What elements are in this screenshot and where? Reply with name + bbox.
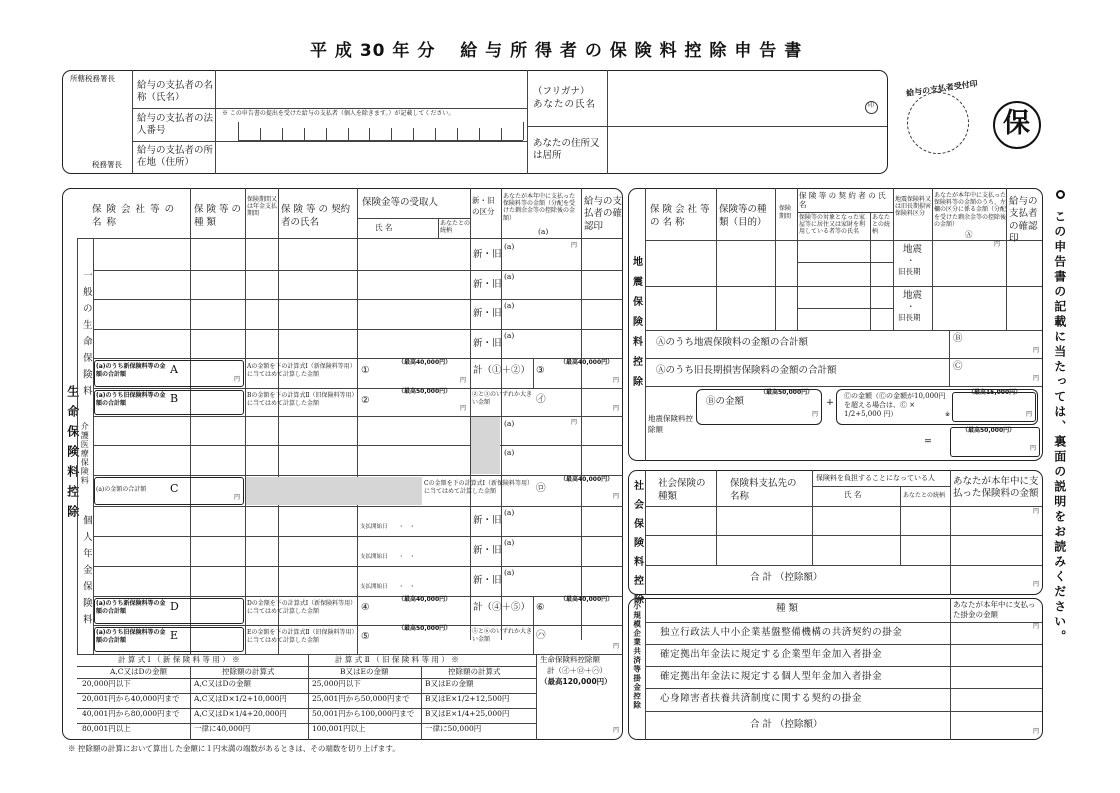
- payer-address-label: 給与の支払者の所在地（住所）: [137, 145, 214, 169]
- quake-col-kind: 保険等の種類（目的）: [719, 204, 767, 229]
- row-a-letter: A: [170, 363, 178, 376]
- furigana-label: （フリガナ）: [533, 86, 590, 97]
- your-name-label: あなたの氏名: [533, 99, 597, 110]
- row-c-label: (a)の金額の合計額: [96, 486, 147, 493]
- f1-range-3: 40,001円から80,000円まで: [82, 709, 180, 718]
- payer-name-label: 給与の支払者の名称（氏名）: [137, 80, 214, 104]
- circle-3: ③: [536, 365, 545, 376]
- life-col-confirm: 給与の支払者の確認印: [584, 196, 623, 232]
- social-col-payer: 保険料を負担することになっている人: [816, 474, 935, 482]
- small-row-4: 心身障害者扶養共済制度に関する契約の掛金: [660, 693, 863, 704]
- row-e-letter: E: [170, 629, 179, 642]
- life-col-amount-a: (a): [538, 227, 549, 236]
- yen-i: 円: [613, 405, 620, 412]
- life-new-old-3[interactable]: 新・旧: [473, 308, 502, 319]
- yen-2: 円: [460, 405, 467, 412]
- quake-yen-b: 円: [1033, 347, 1040, 354]
- quake-type-old-1[interactable]: 旧長期: [898, 267, 921, 276]
- life-col-recipient: 保険金等の受取人: [362, 197, 439, 208]
- quake-yen-cc: 円: [1026, 411, 1033, 418]
- quake-yen-bb: 円: [812, 411, 819, 418]
- pension-label: 個人年金保険料: [80, 515, 92, 631]
- life-row-1-company[interactable]: [95, 241, 189, 268]
- pension-start-3: 支払開始日 ・ ・: [360, 584, 416, 590]
- care-gray-cell: [471, 417, 500, 474]
- f2-calc-2: B又はE×1/2+12,500円: [425, 694, 510, 703]
- pension-row-3-company[interactable]: [95, 567, 189, 594]
- small-total-yen: 円: [1033, 728, 1040, 735]
- small-total-label: 合 計 （控除額）: [750, 719, 823, 730]
- form-title: 平 成 30 年 分 給 与 所 得 者 の 保 険 料 控 除 申 告 書: [310, 41, 803, 61]
- circle-2: ②: [361, 395, 370, 406]
- small-row-3: 確定拠出年金法に規定する個人型年金加入者掛金: [660, 671, 883, 682]
- social-col-payer-rel: あなたとの続柄: [903, 492, 946, 499]
- quake-type-dot-1: ・: [907, 256, 915, 265]
- c-gray: [246, 477, 422, 505]
- pension-a-mark-2: (a): [504, 538, 515, 547]
- f1-calc-3: A,C又はD×1/4+20,000円: [194, 709, 287, 718]
- calc-b-text: Bの金額を下の計算式Ⅱ（旧保険料等用）に当てはめて計算した金額: [247, 392, 355, 407]
- quake-max15: （最高15,000円）: [968, 389, 1022, 396]
- payer-address-field[interactable]: [217, 143, 525, 172]
- payer-number-label: 給与の支払者の法人番号: [137, 113, 214, 137]
- footnote: ※ 控除額の計算において算出した金額に１円未満の端数があるときは、その端数を切り上げます。: [68, 744, 400, 753]
- quake-type-quake-2[interactable]: 地震: [903, 290, 923, 301]
- payer-number-cells[interactable]: [238, 122, 523, 140]
- pension-a-mark-3: (a): [504, 568, 515, 577]
- row-b-letter: B: [170, 392, 179, 405]
- quake-plus: +: [826, 397, 834, 408]
- reception-stamp-circle: [907, 92, 969, 154]
- quake-row-2-company[interactable]: [647, 287, 715, 329]
- max50-2: （最高50,000円）: [398, 388, 452, 395]
- circle-4: ④: [361, 602, 370, 613]
- life-row-3-company[interactable]: [95, 300, 189, 327]
- yen-1: 円: [460, 377, 467, 384]
- small-row-2: 確定拠出年金法に規定する企業型年金加入者掛金: [660, 649, 883, 660]
- circle-ha: ㋩: [536, 630, 546, 641]
- circle-5: ⑤: [361, 631, 370, 642]
- your-address-label: あなたの住所又は居所: [533, 138, 600, 162]
- max50-5: （最高50,000円）: [398, 625, 452, 632]
- max40-1: （最高40,000円）: [398, 359, 452, 366]
- quake-total-max: （最高50,000円）: [962, 427, 1016, 434]
- max-2-3: ②と③のいずれか大きい金額: [472, 391, 533, 407]
- row-c-letter: C: [170, 482, 179, 495]
- pension-row-2-company[interactable]: [95, 537, 189, 564]
- formula1-title: 計 算 式 Ⅰ （ 新 保 険 料 等 用 ） ※: [118, 655, 240, 664]
- small-col-kind: 種 類: [776, 603, 799, 614]
- payer-name-field[interactable]: [217, 72, 525, 106]
- f2-calc-3: B又はE×1/4+25,000円: [425, 709, 510, 718]
- life-total-field[interactable]: [538, 690, 620, 738]
- circle-ro: ㋺: [536, 483, 546, 494]
- formula2-title: 計 算 式 Ⅱ （ 旧 保 険 料 等 用 ） ※: [335, 655, 459, 664]
- quake-col-company: 保 険 会 社 等 の 名 称: [650, 204, 710, 229]
- note-bullet: [1056, 190, 1065, 199]
- f1-h1: A,C又はDの金額: [110, 667, 168, 676]
- quake-type-quake-1[interactable]: 地震: [903, 244, 923, 255]
- max40-ro: （最高40,000円）: [560, 476, 614, 483]
- life-col-contractor: 保 険 等 の 契約者の氏名: [281, 204, 351, 229]
- quake-col-amount-a: Ⓐ: [965, 230, 973, 239]
- sum-4-5: 計（④＋⑤）: [473, 602, 531, 613]
- small-row-1: 独立行政法人中小企業基盤整備機構の共済契約の掛金: [660, 627, 903, 638]
- row-d-label: (a)のうち新保険料等の金額の合計額: [96, 600, 166, 616]
- quake-total-yen: 円: [1030, 445, 1037, 452]
- life-col-kind: 保 険 等 の 種 類: [194, 204, 242, 229]
- f2-range-2: 25,001円から50,000円まで: [312, 694, 410, 703]
- quake-row-1-company[interactable]: [647, 241, 715, 283]
- your-name-field[interactable]: [609, 72, 869, 124]
- life-section-label: 生命保険料控除: [65, 385, 80, 525]
- yen-ro: 円: [613, 493, 620, 500]
- quake-col-type: 地震保険料又は旧長期損害保険料区分: [895, 196, 932, 218]
- small-col-amount: あなたが本年中に支払った掛金の金額: [953, 600, 1036, 619]
- f2-range-1: 25,000円以下: [312, 679, 361, 688]
- social-row-2[interactable]: [647, 537, 947, 563]
- pension-new-old-1[interactable]: 新・旧: [473, 515, 502, 526]
- quake-type-old-2[interactable]: 旧長期: [898, 313, 921, 322]
- life-yen-header: 円: [571, 242, 578, 249]
- circle-1: ①: [361, 365, 370, 376]
- pension-new-old-2[interactable]: 新・旧: [473, 545, 502, 556]
- quake-c-calc: Ⓒの金額（Ⓒの金額が10,000円を超える場合は、Ⓒ × 1/2+5,000 円）: [844, 392, 946, 419]
- quake-type-dot-2: ・: [907, 302, 915, 311]
- care-a-2: (a): [504, 448, 515, 457]
- f2-h2: 控除額の計算式: [448, 667, 501, 676]
- row-a-label: (a)のうち新保険料等の金額の合計額: [96, 363, 166, 379]
- tax-office-suffix: 税務署長: [92, 160, 122, 169]
- f1-range-4: 80,001円以上: [82, 724, 131, 733]
- row-b-label: (a)のうち旧保険料等の金額の合計額: [96, 392, 166, 408]
- circle-6: ⑥: [536, 602, 545, 613]
- f2-range-4: 100,001円以上: [312, 724, 366, 733]
- f1-range-1: 20,000円以下: [82, 679, 131, 688]
- quake-col-relation: あなたとの続柄: [872, 214, 891, 236]
- quake-col-contractor: 保 険 等 の 契 約 者 の 氏 名: [799, 191, 886, 209]
- f1-range-2: 20,001円から40,000円まで: [82, 694, 180, 703]
- life-new-old-1[interactable]: 新・旧: [473, 249, 502, 260]
- life-row-4-company[interactable]: [95, 330, 189, 357]
- quake-mark-c: Ⓒ: [953, 361, 963, 372]
- care-a-1: (a): [504, 419, 515, 428]
- quake-mark-b: Ⓑ: [953, 333, 963, 344]
- small-yen-1: 円: [1033, 623, 1040, 630]
- quake-col-insured: 保険等の対象となった家屋等に居住又は家財を利用している者等の氏名: [799, 214, 866, 236]
- quake-star: ※: [945, 411, 951, 418]
- life-a-mark-2: (a): [504, 272, 515, 281]
- f2-range-3: 50,001円から100,000円まで: [312, 709, 415, 718]
- life-total-calc: 計（㋑＋㋺＋㋩）: [547, 666, 607, 675]
- social-section-label: 社会保険料控除: [631, 480, 643, 613]
- life-new-old-4[interactable]: 新・旧: [473, 338, 502, 349]
- quake-sum-b: Ⓐのうち地震保険料の金額の合計額: [656, 337, 809, 348]
- pension-new-old-3[interactable]: 新・旧: [473, 575, 502, 586]
- quake-section-label: 地震保険料控除: [630, 256, 642, 396]
- quake-max50: （最高50,000円）: [760, 389, 814, 396]
- life-a-mark-1: (a): [504, 242, 515, 251]
- life-col-recipient-name: 氏 名: [375, 223, 393, 232]
- life-a-mark-3: (a): [504, 301, 515, 310]
- care-label: 介護医療保険料: [80, 422, 90, 485]
- seal-label: 印: [868, 102, 875, 109]
- yen-ha: 円: [613, 643, 620, 650]
- quake-yen-header: 円: [994, 241, 1001, 248]
- max40-4: （最高40,000円）: [398, 596, 452, 603]
- quake-col-period: 保険期間: [779, 205, 792, 221]
- sum-1-2: 計（①＋②）: [473, 365, 531, 376]
- social-col-kind: 社会保険の種類: [658, 478, 706, 503]
- small-section-label: 小規模企業共済等掛金控除: [632, 602, 642, 710]
- pension-row-1-company[interactable]: [95, 507, 189, 534]
- quake-col-amount: あなたが本年中に支払った保険料等の金額のうち、左欄の区分に係る金額（分配を受けた剰余金等の控除後の金額）: [934, 192, 1007, 228]
- life-col-relation: あなたとの続柄: [440, 220, 471, 234]
- calc-e-text: Eの金額を下の計算式Ⅱ（旧保険料等用）に当てはめて計算した金額: [247, 629, 355, 644]
- f2-calc-4: 一律に50,000円: [425, 724, 482, 733]
- social-total-label: 合 計 （控除額）: [750, 572, 823, 583]
- calc-a-text: Aの金額を下の計算式Ⅰ（新保険料等用）に当てはめて計算した金額: [247, 363, 356, 378]
- payer-number-note: ※ この申告書の提出を受けた給与の支払者（個人を除きます。）が記載してください。: [222, 110, 455, 117]
- social-yen-1: 円: [1033, 508, 1040, 515]
- pension-a-mark-1: (a): [504, 508, 515, 517]
- pension-start-2: 支払開始日 ・ ・: [360, 554, 416, 560]
- row-d-letter: D: [170, 600, 179, 613]
- social-col-payee: 保険料支払先の名称: [730, 478, 797, 503]
- your-address-field[interactable]: [609, 128, 885, 172]
- social-col-amount: あなたが本年中に支払った保険料の金額: [953, 476, 1039, 500]
- calc-d-text: Dの金額を下の計算式Ⅰ（新保険料等用）に当てはめて計算した金額: [247, 600, 357, 615]
- life-col-new-old: 新・旧の区分: [472, 196, 495, 216]
- f2-h1: B又はEの金額: [340, 667, 389, 676]
- calc-c-text: Cの金額を下の計算式Ⅰ（新保険料等用）に当てはめて計算した金額: [424, 480, 530, 496]
- tax-office-label: 所轄税務署長: [70, 74, 115, 83]
- max40-6: （最高40,000円）: [560, 596, 614, 603]
- row-c-yen: 円: [234, 494, 241, 501]
- life-a-mark-4: (a): [504, 331, 515, 340]
- quake-yen-c: 円: [1033, 375, 1040, 382]
- pension-start-1: 支払開始日 ・ ・: [360, 524, 416, 530]
- life-col-company: 保 険 会 社 等 の 名 称: [92, 204, 176, 229]
- life-total-label: 生命保険料控除額: [540, 655, 600, 664]
- social-row-1[interactable]: [647, 508, 947, 534]
- max40-3: （最高40,000円）: [560, 359, 614, 366]
- insurance-stamp-char: 保: [1003, 108, 1030, 139]
- row-e-label: (a)のうち旧保険料等の金額の合計額: [96, 629, 166, 645]
- f1-calc-4: 一律に40,000円: [194, 724, 251, 733]
- tax-office-field[interactable]: [64, 88, 130, 158]
- f1-h2: 控除額の計算式: [222, 667, 275, 676]
- quake-bottom-label: 地震保険料控除額: [648, 414, 693, 434]
- social-col-payer-name: 氏 名: [844, 490, 862, 499]
- reception-stamp-text: 給与の支払者受付印: [905, 79, 979, 98]
- quake-sum-c: Ⓐのうち旧長期損害保険料の金額の合計額: [656, 365, 837, 376]
- care-yen-1: 円: [571, 419, 578, 426]
- circle-i: ㋑: [536, 394, 546, 405]
- life-total-yen: 円: [613, 727, 620, 734]
- life-total-max: （最高120,000円）: [540, 677, 612, 686]
- f1-calc-1: A,C又はDの金額: [194, 679, 252, 688]
- yen-3: 円: [613, 377, 620, 384]
- quake-eq: =: [924, 436, 932, 447]
- f2-calc-1: B又はEの金額: [425, 679, 474, 688]
- life-new-old-2[interactable]: 新・旧: [473, 279, 502, 290]
- max-5-6: ⑤と⑥のいずれか大きい金額: [472, 628, 533, 644]
- life-row-2-company[interactable]: [95, 271, 189, 298]
- life-col-period: 保険期間又は年金支払期間: [247, 196, 278, 218]
- f1-calc-2: A,C又はD×1/2+10,000円: [194, 694, 287, 703]
- social-total-yen: 円: [1033, 581, 1040, 588]
- life-col-amount: あなたが本年中に支払った保険料等の金額（分配を受けた剰余金等の控除後の金額）: [503, 193, 576, 222]
- quake-col-confirm: 給与の支払者の確認印: [1009, 196, 1038, 245]
- row-a-yen: 円: [234, 376, 241, 383]
- general-life-label: 一般の生命保険料: [80, 270, 92, 402]
- side-note: この申告書の記載に当たっては、裏面の説明をお読みください。: [1052, 210, 1067, 645]
- quake-b-amount: Ⓑの金額: [706, 396, 745, 407]
